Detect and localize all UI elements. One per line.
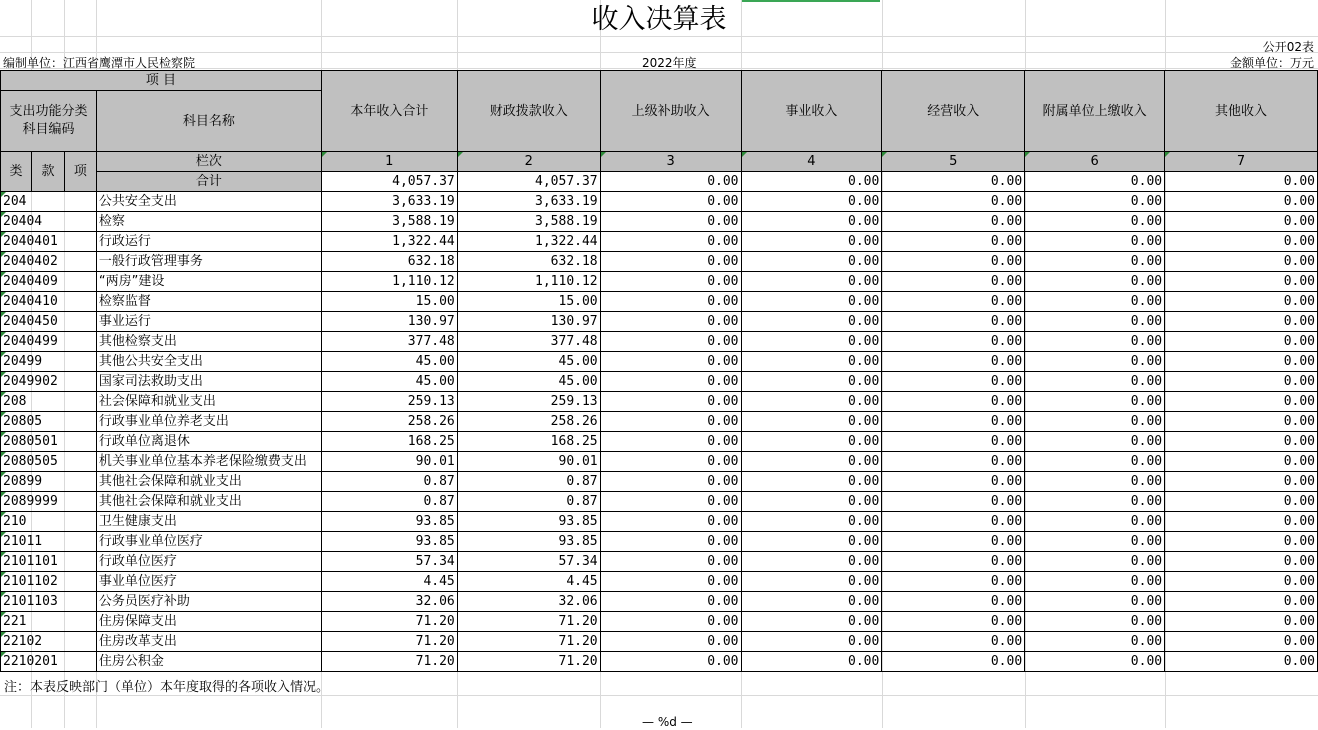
- amount-cell[interactable]: 0.00: [600, 572, 741, 592]
- amount-cell[interactable]: 0.87: [457, 492, 600, 512]
- amount-cell[interactable]: 4.45: [321, 572, 457, 592]
- amount-cell[interactable]: 0.00: [741, 372, 882, 392]
- amount-cell[interactable]: 0.00: [600, 272, 741, 292]
- amount-cell[interactable]: 0.00: [1165, 272, 1318, 292]
- amount-cell[interactable]: 0.00: [1165, 532, 1318, 552]
- table-row: [1, 372, 1318, 392]
- amount-cell[interactable]: 0.00: [1165, 652, 1318, 672]
- amount-cell[interactable]: 0.00: [600, 452, 741, 472]
- amount-cell[interactable]: 32.06: [457, 592, 600, 612]
- table-row: [1, 452, 1318, 472]
- col-number-7: 7: [1165, 152, 1318, 172]
- amount-cell[interactable]: 0.00: [882, 632, 1025, 652]
- subject-name[interactable]: 住房改革支出: [96, 632, 321, 652]
- total-value: 4,057.37: [321, 172, 457, 192]
- amount-cell[interactable]: 93.85: [321, 532, 457, 552]
- amount-cell[interactable]: 0.00: [741, 452, 882, 472]
- grid-line: [0, 52, 1318, 53]
- amount-cell[interactable]: 0.00: [1165, 572, 1318, 592]
- subject-code[interactable]: 204: [1, 192, 97, 212]
- amount-cell[interactable]: 0.00: [600, 612, 741, 632]
- total-value: 0.00: [600, 172, 741, 192]
- subject-name[interactable]: 检察监督: [96, 292, 321, 312]
- amount-cell[interactable]: 0.00: [600, 512, 741, 532]
- col-number-2: 2: [457, 152, 600, 172]
- table-row: [1, 472, 1318, 492]
- amount-cell[interactable]: 168.25: [457, 432, 600, 452]
- amount-cell[interactable]: 0.00: [741, 332, 882, 352]
- amount-cell[interactable]: 0.00: [600, 312, 741, 332]
- amount-cell[interactable]: 0.00: [1025, 212, 1165, 232]
- amount-cell[interactable]: 0.00: [741, 492, 882, 512]
- amount-cell[interactable]: 1,110.12: [321, 272, 457, 292]
- amount-cell[interactable]: 0.00: [1025, 252, 1165, 272]
- amount-cell[interactable]: 0.00: [741, 252, 882, 272]
- col-number-5: 5: [882, 152, 1025, 172]
- table-number: 公开02表: [1262, 40, 1314, 54]
- amount-cell[interactable]: 3,588.19: [321, 212, 457, 232]
- header-kuan: 款: [31, 152, 64, 192]
- amount-cell[interactable]: 0.00: [882, 552, 1025, 572]
- amount-cell[interactable]: 0.00: [1025, 232, 1165, 252]
- amount-cell[interactable]: 0.00: [1025, 352, 1165, 372]
- subject-code[interactable]: 2101103: [1, 592, 97, 612]
- amount-cell[interactable]: 0.00: [741, 572, 882, 592]
- amount-cell[interactable]: 0.00: [1025, 192, 1165, 212]
- subject-name[interactable]: 公务员医疗补助: [96, 592, 321, 612]
- amount-cell[interactable]: 0.00: [600, 332, 741, 352]
- table-note: 注：本表反映部门（单位）本年度取得的各项收入情况。: [4, 680, 330, 695]
- amount-cell[interactable]: 0.00: [1165, 372, 1318, 392]
- amount-cell[interactable]: 0.87: [321, 472, 457, 492]
- table-row: [1, 252, 1318, 272]
- amount-cell[interactable]: 15.00: [321, 292, 457, 312]
- amount-cell[interactable]: 0.00: [600, 432, 741, 452]
- amount-cell[interactable]: 0.00: [600, 392, 741, 412]
- subject-name[interactable]: 卫生健康支出: [96, 512, 321, 532]
- amount-cell[interactable]: 0.00: [1025, 292, 1165, 312]
- subject-name[interactable]: 事业运行: [96, 312, 321, 332]
- amount-cell[interactable]: 0.00: [741, 612, 882, 632]
- amount-cell[interactable]: 0.00: [741, 532, 882, 552]
- amount-cell[interactable]: 45.00: [321, 352, 457, 372]
- subject-code[interactable]: 20499: [1, 352, 97, 372]
- table-row: [1, 412, 1318, 432]
- amount-cell[interactable]: 0.00: [1025, 532, 1165, 552]
- amount-cell[interactable]: 0.00: [600, 492, 741, 512]
- amount-cell[interactable]: 0.00: [882, 472, 1025, 492]
- amount-cell[interactable]: 258.26: [321, 412, 457, 432]
- subject-name[interactable]: 住房保障支出: [96, 612, 321, 632]
- amount-cell[interactable]: 0.00: [1165, 512, 1318, 532]
- total-value: 0.00: [1025, 172, 1165, 192]
- amount-cell[interactable]: 0.00: [1025, 572, 1165, 592]
- table-row: [1, 192, 1318, 212]
- table-row: [1, 292, 1318, 312]
- amount-cell[interactable]: 71.20: [321, 632, 457, 652]
- report-title: 收入决算表: [591, 4, 727, 35]
- subject-name[interactable]: 其他社会保障和就业支出: [96, 472, 321, 492]
- total-value: 0.00: [882, 172, 1025, 192]
- amount-cell[interactable]: 0.00: [741, 472, 882, 492]
- amount-cell[interactable]: 0.00: [1025, 372, 1165, 392]
- compiling-unit: 编制单位：江西省鹰潭市人民检察院: [3, 56, 196, 70]
- amount-cell[interactable]: 0.00: [882, 392, 1025, 412]
- amount-cell[interactable]: 0.00: [741, 632, 882, 652]
- table-row: [1, 392, 1318, 412]
- subject-name[interactable]: 其他检察支出: [96, 332, 321, 352]
- subject-name[interactable]: 行政事业单位医疗: [96, 532, 321, 552]
- total-label: 合计: [96, 172, 321, 192]
- subject-code[interactable]: 2040409: [1, 272, 97, 292]
- amount-cell[interactable]: 0.00: [1165, 592, 1318, 612]
- subject-code[interactable]: 2101101: [1, 552, 97, 572]
- amount-cell[interactable]: 632.18: [457, 252, 600, 272]
- amount-cell[interactable]: 0.00: [1025, 412, 1165, 432]
- amount-cell[interactable]: 0.00: [882, 572, 1025, 592]
- amount-cell[interactable]: 0.00: [1165, 212, 1318, 232]
- amount-cell[interactable]: 0.00: [600, 472, 741, 492]
- amount-cell[interactable]: 0.00: [600, 192, 741, 212]
- amount-cell[interactable]: 0.00: [1165, 352, 1318, 372]
- amount-cell[interactable]: 45.00: [457, 352, 600, 372]
- amount-cell[interactable]: 0.00: [741, 212, 882, 232]
- amount-cell[interactable]: 0.00: [600, 252, 741, 272]
- amount-cell[interactable]: 45.00: [321, 372, 457, 392]
- amount-cell[interactable]: 0.00: [741, 292, 882, 312]
- header-lanci: 栏次: [96, 152, 321, 172]
- subject-code[interactable]: 2210201: [1, 652, 97, 672]
- subject-code[interactable]: 20899: [1, 472, 97, 492]
- subject-name[interactable]: 事业单位医疗: [96, 572, 321, 592]
- amount-cell[interactable]: 0.00: [1165, 312, 1318, 332]
- subject-code[interactable]: 2049902: [1, 372, 97, 392]
- table-row: [1, 652, 1318, 672]
- subject-code[interactable]: 2040402: [1, 252, 97, 272]
- amount-cell[interactable]: 0.00: [882, 512, 1025, 532]
- page-number-footer: — %d —: [642, 715, 693, 729]
- header-code-group: 支出功能分类科目编码: [1, 91, 97, 152]
- selection-accent: [742, 0, 880, 2]
- table-row: [1, 512, 1318, 532]
- amount-cell[interactable]: 3,633.19: [457, 192, 600, 212]
- amount-cell[interactable]: 0.00: [882, 372, 1025, 392]
- amount-cell[interactable]: 0.00: [600, 592, 741, 612]
- amount-cell[interactable]: 0.00: [882, 292, 1025, 312]
- amount-cell[interactable]: 0.00: [1025, 652, 1165, 672]
- table-row: [1, 212, 1318, 232]
- header-col-7: 其他收入: [1165, 71, 1318, 152]
- amount-cell[interactable]: 0.00: [1025, 492, 1165, 512]
- amount-cell[interactable]: 377.48: [457, 332, 600, 352]
- amount-cell[interactable]: 0.00: [1025, 332, 1165, 352]
- amount-cell[interactable]: 0.00: [600, 372, 741, 392]
- amount-cell[interactable]: 0.00: [882, 432, 1025, 452]
- table-row: [1, 552, 1318, 572]
- amount-cell[interactable]: 0.00: [1025, 512, 1165, 532]
- amount-cell[interactable]: 0.00: [600, 352, 741, 372]
- amount-cell[interactable]: 0.00: [741, 352, 882, 372]
- amount-cell[interactable]: 0.00: [882, 332, 1025, 352]
- amount-cell[interactable]: 0.00: [882, 252, 1025, 272]
- amount-cell[interactable]: 0.00: [741, 232, 882, 252]
- amount-cell[interactable]: 0.00: [1025, 632, 1165, 652]
- subject-code[interactable]: 2101102: [1, 572, 97, 592]
- amount-cell[interactable]: 0.00: [1165, 232, 1318, 252]
- amount-cell[interactable]: 0.00: [882, 452, 1025, 472]
- table-row: [1, 632, 1318, 652]
- amount-cell[interactable]: 0.00: [882, 492, 1025, 512]
- grid-line: [0, 695, 1318, 696]
- amount-cell[interactable]: 0.00: [600, 632, 741, 652]
- amount-cell[interactable]: 57.34: [321, 552, 457, 572]
- amount-cell[interactable]: 0.00: [1165, 492, 1318, 512]
- amount-cell[interactable]: 130.97: [457, 312, 600, 332]
- amount-cell[interactable]: 0.00: [1025, 472, 1165, 492]
- amount-cell[interactable]: 0.00: [741, 392, 882, 412]
- table-row: [1, 612, 1318, 632]
- subject-name[interactable]: 行政单位离退休: [96, 432, 321, 452]
- amount-cell[interactable]: 0.00: [600, 532, 741, 552]
- amount-cell[interactable]: 0.00: [882, 612, 1025, 632]
- amount-cell[interactable]: 259.13: [321, 392, 457, 412]
- amount-cell[interactable]: 258.26: [457, 412, 600, 432]
- amount-cell[interactable]: 0.00: [882, 592, 1025, 612]
- col-number-4: 4: [741, 152, 882, 172]
- amount-cell[interactable]: 0.00: [1025, 312, 1165, 332]
- header-item: 项 目: [1, 71, 322, 91]
- amount-cell[interactable]: 0.00: [741, 512, 882, 532]
- amount-cell[interactable]: 71.20: [321, 612, 457, 632]
- amount-cell[interactable]: 0.00: [1165, 332, 1318, 352]
- amount-cell[interactable]: 0.00: [1165, 252, 1318, 272]
- total-value: 4,057.37: [457, 172, 600, 192]
- amount-cell[interactable]: 0.00: [741, 552, 882, 572]
- amount-cell[interactable]: 0.00: [600, 412, 741, 432]
- subject-name[interactable]: 住房公积金: [96, 652, 321, 672]
- subject-code[interactable]: 2040410: [1, 292, 97, 312]
- amount-cell[interactable]: 0.00: [1165, 452, 1318, 472]
- amount-cell[interactable]: 90.01: [457, 452, 600, 472]
- amount-cell[interactable]: 632.18: [321, 252, 457, 272]
- amount-cell[interactable]: 57.34: [457, 552, 600, 572]
- total-value: 0.00: [1165, 172, 1318, 192]
- amount-cell[interactable]: 0.00: [882, 312, 1025, 332]
- amount-cell[interactable]: 0.00: [600, 652, 741, 672]
- subject-name[interactable]: 行政单位医疗: [96, 552, 321, 572]
- amount-cell[interactable]: 3,633.19: [321, 192, 457, 212]
- amount-cell[interactable]: 0.00: [1165, 432, 1318, 452]
- amount-cell[interactable]: 0.00: [1165, 292, 1318, 312]
- amount-cell[interactable]: 0.00: [1165, 472, 1318, 492]
- amount-cell[interactable]: 93.85: [457, 512, 600, 532]
- amount-cell[interactable]: 0.00: [882, 232, 1025, 252]
- amount-cell[interactable]: 0.00: [882, 192, 1025, 212]
- table-row: [1, 352, 1318, 372]
- amount-cell[interactable]: 71.20: [457, 612, 600, 632]
- amount-cell[interactable]: 0.00: [1025, 272, 1165, 292]
- amount-cell[interactable]: 0.00: [1025, 552, 1165, 572]
- amount-cell[interactable]: 15.00: [457, 292, 600, 312]
- subject-name[interactable]: 其他公共安全支出: [96, 352, 321, 372]
- amount-cell[interactable]: 0.00: [1165, 552, 1318, 572]
- subject-name[interactable]: 检察: [96, 212, 321, 232]
- amount-cell[interactable]: 3,588.19: [457, 212, 600, 232]
- subject-name[interactable]: 行政运行: [96, 232, 321, 252]
- amount-cell[interactable]: 0.00: [1165, 612, 1318, 632]
- amount-cell[interactable]: 130.97: [321, 312, 457, 332]
- col-number-3: 3: [600, 152, 741, 172]
- amount-cell[interactable]: 377.48: [321, 332, 457, 352]
- subject-name[interactable]: 公共安全支出: [96, 192, 321, 212]
- subject-code[interactable]: 22102: [1, 632, 97, 652]
- subject-code[interactable]: 210: [1, 512, 97, 532]
- table-row: [1, 312, 1318, 332]
- table-row: [1, 272, 1318, 292]
- amount-cell[interactable]: 0.00: [741, 312, 882, 332]
- header-col-6: 附属单位上缴收入: [1025, 71, 1165, 152]
- subject-code[interactable]: 2040499: [1, 332, 97, 352]
- subject-code[interactable]: 2080505: [1, 452, 97, 472]
- amount-cell[interactable]: 71.20: [457, 652, 600, 672]
- amount-cell[interactable]: 0.00: [1025, 592, 1165, 612]
- subject-code[interactable]: 20404: [1, 212, 97, 232]
- amount-cell[interactable]: 1,322.44: [457, 232, 600, 252]
- subject-name[interactable]: “两房”建设: [96, 272, 321, 292]
- amount-cell[interactable]: 0.00: [1025, 612, 1165, 632]
- report-year: 2022年度: [642, 56, 697, 70]
- amount-cell[interactable]: 0.00: [600, 212, 741, 232]
- col-number-1: 1: [321, 152, 457, 172]
- amount-cell[interactable]: 0.00: [882, 212, 1025, 232]
- amount-cell[interactable]: 0.00: [600, 292, 741, 312]
- subject-code[interactable]: 2040450: [1, 312, 97, 332]
- header-subject-name: 科目名称: [96, 91, 321, 152]
- subject-name[interactable]: 一般行政管理事务: [96, 252, 321, 272]
- subject-name[interactable]: 国家司法救助支出: [96, 372, 321, 392]
- amount-cell[interactable]: 0.00: [882, 272, 1025, 292]
- table-row: [1, 332, 1318, 352]
- table-row: [1, 592, 1318, 612]
- income-table: [0, 70, 1318, 672]
- amount-cell[interactable]: 168.25: [321, 432, 457, 452]
- amount-cell[interactable]: 0.00: [741, 432, 882, 452]
- table-row: [1, 432, 1318, 452]
- subject-name[interactable]: 社会保障和就业支出: [96, 392, 321, 412]
- amount-cell[interactable]: 0.00: [882, 352, 1025, 372]
- amount-cell[interactable]: 32.06: [321, 592, 457, 612]
- amount-cell[interactable]: 93.85: [321, 512, 457, 532]
- amount-cell[interactable]: 71.20: [457, 632, 600, 652]
- subject-code[interactable]: 21011: [1, 532, 97, 552]
- amount-cell[interactable]: 0.00: [882, 652, 1025, 672]
- amount-cell[interactable]: 4.45: [457, 572, 600, 592]
- subject-name[interactable]: 机关事业单位基本养老保险缴费支出: [96, 452, 321, 472]
- subject-code[interactable]: 2080501: [1, 432, 97, 452]
- subject-code[interactable]: 20805: [1, 412, 97, 432]
- header-col-4: 事业收入: [741, 71, 882, 152]
- amount-cell[interactable]: 0.00: [1165, 392, 1318, 412]
- amount-cell[interactable]: 0.00: [741, 592, 882, 612]
- amount-cell[interactable]: 0.00: [1165, 192, 1318, 212]
- amount-cell[interactable]: 45.00: [457, 372, 600, 392]
- amount-cell[interactable]: 0.00: [1165, 412, 1318, 432]
- subject-code[interactable]: 221: [1, 612, 97, 632]
- amount-cell[interactable]: 0.00: [1025, 432, 1165, 452]
- amount-cell[interactable]: 0.87: [457, 472, 600, 492]
- amount-cell[interactable]: 0.00: [1025, 452, 1165, 472]
- amount-cell[interactable]: 0.00: [741, 272, 882, 292]
- header-col-1: 本年收入合计: [321, 71, 457, 152]
- col-number-6: 6: [1025, 152, 1165, 172]
- amount-cell[interactable]: 71.20: [321, 652, 457, 672]
- amount-cell[interactable]: 0.00: [741, 192, 882, 212]
- subject-code[interactable]: 208: [1, 392, 97, 412]
- subject-name[interactable]: 行政事业单位养老支出: [96, 412, 321, 432]
- table-row: [1, 492, 1318, 512]
- amount-cell[interactable]: 90.01: [321, 452, 457, 472]
- amount-cell[interactable]: 0.00: [1165, 632, 1318, 652]
- amount-cell[interactable]: 0.87: [321, 492, 457, 512]
- total-value: 0.00: [741, 172, 882, 192]
- subject-code[interactable]: 2040401: [1, 232, 97, 252]
- header-col-2: 财政拨款收入: [457, 71, 600, 152]
- amount-cell[interactable]: 0.00: [882, 532, 1025, 552]
- header-xiang: 项: [64, 152, 96, 192]
- amount-cell[interactable]: 1,322.44: [321, 232, 457, 252]
- subject-name[interactable]: 其他社会保障和就业支出: [96, 492, 321, 512]
- table-row: [1, 232, 1318, 252]
- header-col-5: 经营收入: [882, 71, 1025, 152]
- subject-code[interactable]: 2089999: [1, 492, 97, 512]
- header-col-3: 上级补助收入: [600, 71, 741, 152]
- amount-cell[interactable]: 0.00: [600, 552, 741, 572]
- amount-cell[interactable]: 0.00: [1025, 392, 1165, 412]
- table-row: [1, 572, 1318, 592]
- amount-cell[interactable]: 0.00: [600, 232, 741, 252]
- amount-cell[interactable]: 259.13: [457, 392, 600, 412]
- amount-cell[interactable]: 0.00: [741, 412, 882, 432]
- currency-unit: 金额单位：万元: [1229, 56, 1314, 70]
- amount-cell[interactable]: 1,110.12: [457, 272, 600, 292]
- header-lei: 类: [1, 152, 32, 192]
- amount-cell[interactable]: 93.85: [457, 532, 600, 552]
- table-row: [1, 532, 1318, 552]
- amount-cell[interactable]: 0.00: [882, 412, 1025, 432]
- amount-cell[interactable]: 0.00: [741, 652, 882, 672]
